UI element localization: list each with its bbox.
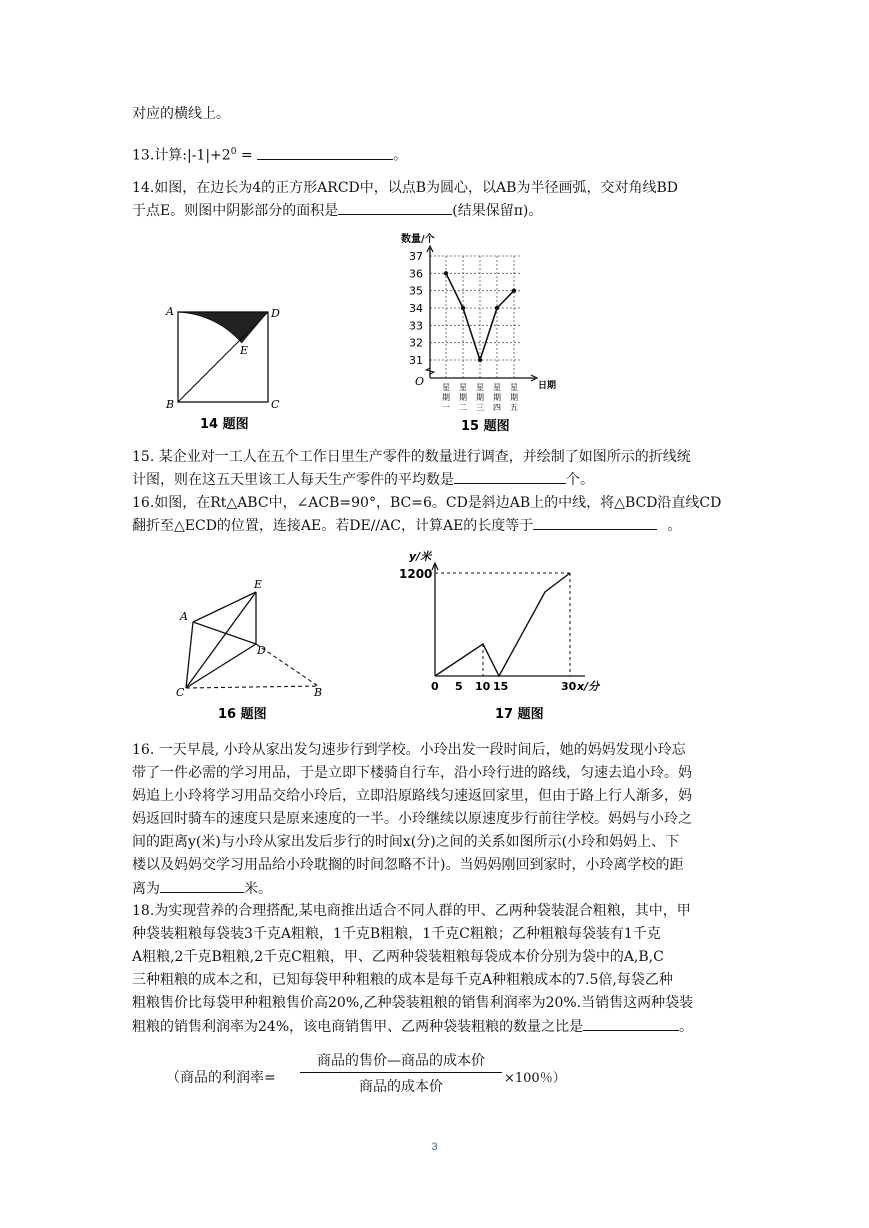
question-15-line2 bbox=[132, 469, 594, 490]
label-e: E bbox=[240, 344, 249, 357]
q13-suffix: 。 bbox=[393, 147, 408, 164]
q18-text: 粗粮的销售利润率为24%，该电商销售甲、乙两种袋装粗粮的数量之比是 bbox=[132, 1019, 584, 1035]
label-d: D bbox=[257, 644, 266, 657]
label-b: B bbox=[166, 398, 175, 411]
q16-suffix: 。 bbox=[667, 518, 682, 534]
chart-x-tick-label: 星 bbox=[510, 383, 518, 392]
question-16-line1: 16.如图，在Rt△ABC中，∠ACB=90°，BC=6。CD是斜边AB上的中线，将△BCD沿直线CD bbox=[132, 495, 722, 511]
chart-x-tick-label: 期 bbox=[476, 393, 484, 402]
formula-lhs: （商品的利润率= bbox=[166, 1070, 276, 1086]
fig17-graph-line bbox=[435, 573, 570, 676]
chart-x-tick-label: 星 bbox=[493, 383, 501, 392]
figure-14 bbox=[160, 300, 290, 435]
chart-x-tick-label: 期 bbox=[459, 393, 467, 402]
q18-suffix: 。 bbox=[679, 1019, 694, 1035]
q17-answer-blank[interactable] bbox=[160, 878, 244, 893]
chart-y-tick-label: 33 bbox=[409, 319, 423, 333]
q15-text: 计图，则在这五天里该工人每天生产零件的平均数是 bbox=[132, 472, 454, 488]
fig17-x-tick-30: 30 bbox=[561, 680, 577, 693]
fig17-x-axis-label: x/分 bbox=[577, 680, 600, 693]
q13-prefix: 13.计算: bbox=[132, 147, 187, 164]
q13-answer-blank[interactable] bbox=[257, 145, 393, 160]
question-17-line6: 楼以及妈妈交学习用品给小玲耽搁的时间忽略不计)。当妈妈刚回到家时，小玲离学校的距 bbox=[132, 857, 684, 873]
question-17-line7 bbox=[132, 878, 272, 899]
question-18-line1: 18.为实现营养的合理搭配,某电商推出适合不同人群的甲、乙两种袋装混合粗粮，其中，甲 bbox=[132, 903, 691, 919]
question-16-line2 bbox=[132, 515, 681, 536]
caption-15: 15 题图 bbox=[461, 419, 510, 434]
figure-16 bbox=[168, 572, 338, 724]
chart-y-tick-label: 31 bbox=[409, 354, 423, 367]
chart-x-tick-label: 星 bbox=[442, 383, 450, 392]
chart-y-tick-label: 37 bbox=[409, 250, 423, 263]
q18-answer-blank[interactable] bbox=[583, 1016, 679, 1031]
segment-ad bbox=[193, 622, 256, 644]
label-c: C bbox=[176, 686, 185, 699]
q13-equals: = bbox=[236, 147, 258, 164]
segment-cd bbox=[186, 644, 256, 688]
chart-grid bbox=[430, 256, 520, 378]
label-d: D bbox=[271, 307, 280, 320]
question-15-line1: 15. 某企业对一工人在五个工作日里生产零件的数量进行调查，并绘制了如图所示的折线统 bbox=[132, 449, 691, 465]
q17-suffix: 米。 bbox=[244, 881, 272, 897]
q14-text: 于点E。则图中阴影部分的面积是 bbox=[132, 203, 339, 219]
q17-text: 离为 bbox=[132, 881, 160, 897]
chart-data-point bbox=[444, 271, 448, 275]
segment-ae bbox=[193, 592, 256, 622]
question-18-line3: A粗粮,2千克B粗粮,2千克C粗粮，甲、乙两种袋装粗粮每袋成本价分别为袋中的A,B,C bbox=[132, 949, 664, 965]
q16-text: 翻折至△ECD的位置，连接AE。若DE//AC，计算AE的长度等于 bbox=[132, 518, 534, 534]
chart-x-tick-label: 一 bbox=[442, 403, 450, 412]
label-a: A bbox=[166, 305, 174, 318]
caption-14: 14 题图 bbox=[200, 417, 249, 432]
chart-y-axis-label: 数量/个 bbox=[401, 234, 435, 245]
question-18-line2: 种袋装粗粮每袋装3千克A粗粮，1千克B粗粮，1千克C粗粮；乙种粗粮每袋装有1千克 bbox=[132, 926, 661, 942]
chart-x-tick-label: 二 bbox=[459, 403, 467, 412]
fig17-y-axis-label: y/米 bbox=[409, 550, 432, 563]
segment-ca bbox=[186, 622, 193, 688]
question-17-line2: 带了一件必需的学习用品，于是立即下楼骑自行车，沿小玲行进的路线，匀速去追小玲。妈 bbox=[132, 765, 692, 781]
chart-x-tick-label: 五 bbox=[510, 403, 518, 412]
chart-origin-label: O bbox=[415, 375, 425, 388]
question-18-line5: 粗粮售价比每袋甲种粗粮售价高20%,乙种袋装粗粮的销售利润率为20%.当销售这两种袋装 bbox=[132, 995, 694, 1011]
formula-numerator: 商品的售价—商品的成本价 bbox=[300, 1050, 502, 1073]
question-13 bbox=[132, 142, 407, 166]
chart-data-point bbox=[495, 306, 499, 310]
q13-exponent: 0 bbox=[230, 147, 237, 157]
label-e: E bbox=[254, 578, 263, 591]
figure-15-chart bbox=[395, 228, 570, 436]
question-14-line1: 14.如图，在边长为4的正方形ARCD中，以点B为圆心，以AB为半径画弧，交对角线BD bbox=[132, 180, 678, 196]
chart-x-ticks bbox=[442, 383, 518, 412]
chart-x-tick-label: 期 bbox=[442, 393, 450, 402]
q15-suffix: 个。 bbox=[566, 472, 594, 488]
fig17-x-tick-0: 0 bbox=[431, 680, 439, 693]
fig17-x-tick-10: 10 bbox=[475, 680, 491, 693]
q13-expression: |-1|+2 bbox=[186, 147, 231, 164]
question-17-line5: 间的距离y(米)与小玲从家出发后步行的时间x(分)之间的关系如图所示(小玲和妈妈上、下 bbox=[132, 834, 680, 850]
q16-answer-blank[interactable] bbox=[533, 515, 657, 530]
chart-y-ticks bbox=[409, 250, 423, 367]
page-number: 3 bbox=[431, 1141, 438, 1153]
label-a: A bbox=[180, 610, 188, 623]
chart-x-tick-label: 三 bbox=[476, 403, 484, 412]
chart-y-tick-label: 35 bbox=[409, 284, 423, 298]
question-18-line6 bbox=[132, 1016, 693, 1037]
figure-17 bbox=[395, 548, 620, 726]
continued-instruction: 对应的横线上。 bbox=[132, 106, 230, 122]
question-14-line2 bbox=[132, 200, 542, 221]
formula-denominator: 商品的成本价 bbox=[359, 1079, 443, 1095]
caption-16: 16 题图 bbox=[218, 707, 267, 722]
chart-data-point bbox=[512, 288, 516, 292]
fig17-y-tick-1200: 1200 bbox=[399, 567, 433, 581]
chart-x-axis-label: 日期 bbox=[538, 381, 557, 391]
chart-x-tick-label: 期 bbox=[510, 393, 518, 402]
q14-answer-blank[interactable] bbox=[338, 200, 452, 215]
fig17-x-tick-5: 5 bbox=[455, 680, 463, 693]
segment-cb-dashed bbox=[186, 686, 318, 688]
question-17-line3: 妈追上小玲将学习用品交给小玲后，立即沿原路线匀速返回家里，但由于路上行人渐多，妈 bbox=[132, 788, 692, 804]
chart-x-tick-label: 星 bbox=[476, 383, 484, 392]
chart-y-tick-label: 36 bbox=[409, 267, 423, 281]
chart-y-tick-label: 34 bbox=[409, 302, 423, 315]
formula-rhs: ×100％） bbox=[504, 1071, 566, 1086]
question-17-line1: 16. 一天早晨, 小玲从家出发匀速步行到学校。小玲出发一段时间后，她的妈妈发现小玲忘 bbox=[132, 742, 686, 758]
chart-x-tick-label: 四 bbox=[493, 403, 501, 412]
question-17-line4: 妈返回时骑车的速度只是原来速度的一半。小玲继续以原速度步行前往学校。妈妈与小玲之 bbox=[132, 811, 692, 827]
label-c: C bbox=[271, 398, 280, 411]
chart-data-point bbox=[461, 306, 465, 310]
chart-x-tick-label: 星 bbox=[459, 383, 467, 392]
question-18-line4: 三种粗粮的成本之和，已知每袋甲种粗粮的成本是每千克A种粗粮成本的7.5倍,每袋乙种 bbox=[132, 972, 673, 988]
fig17-x-tick-15: 15 bbox=[493, 680, 509, 693]
chart-data-point bbox=[478, 358, 482, 362]
caption-17: 17 题图 bbox=[495, 707, 544, 722]
shaded-region bbox=[178, 312, 268, 343]
q14-suffix: (结果保留π)。 bbox=[452, 203, 543, 219]
chart-y-tick-label: 32 bbox=[409, 336, 423, 350]
label-b: B bbox=[314, 686, 323, 699]
q15-answer-blank[interactable] bbox=[454, 469, 566, 484]
chart-x-tick-label: 期 bbox=[493, 393, 501, 402]
